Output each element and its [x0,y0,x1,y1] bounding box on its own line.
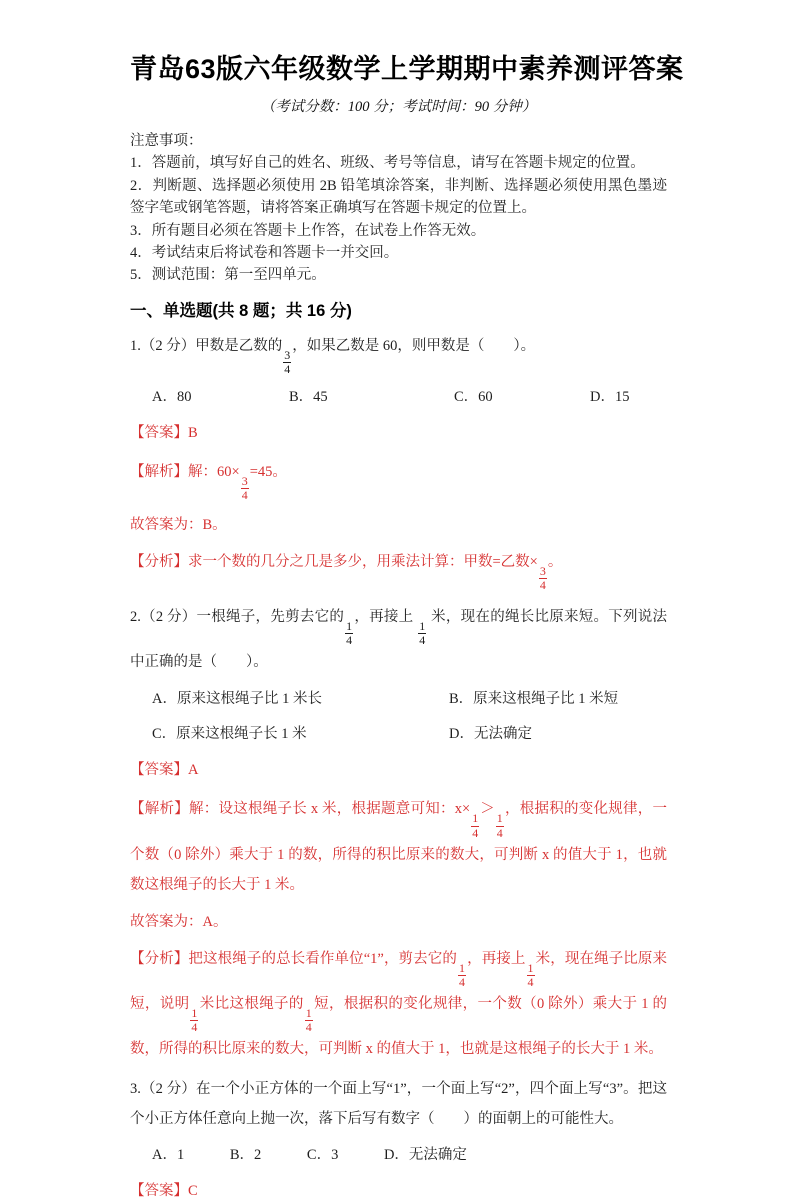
fraction: $\frac{3}{4}$ [241,474,248,503]
question-2-analysis: 【分析】把这根绳子的总长看作单位“1”，剪去它的 $\frac{1}{4}$ ，再接上 $\frac{1}{4}$ 米，现在绳子比原来短，说明 $\frac{1}{4}$ 米比这根绳子的 $\frac{1}{4}$ 短，根据积的变化规律，一个数（0 除外）乘大于 1 的数，所得的积比原来的数大，可判断 x 的值大于 1，也就是这根绳子的长大于 1 米。 [130,950,668,1058]
question-2 [130,602,667,1065]
question-1-explain: 【解析】解：60× $\frac{3}{4}$ =45。 [130,464,287,503]
option-d: D．无法确定 [449,726,532,743]
option-a: A．80 [152,389,192,406]
option-a: A．1 [152,1147,185,1164]
question-1 [130,331,667,592]
question-3 [130,1074,667,1203]
question-2-explain: 【解析】解：设这根绳子长 x 米，根据题意可知：x× $\frac{1}{4}$ ＞ $\frac{1}{4}$ ，根据积的变化规律，一个数（0 除外）乘大于 1 的数，所得的积比原来的数大，可判断 x 的值大于 1，也就数这根绳子的长大于 1 米。 [130,801,667,893]
section-heading: 一、单选题(共 8 题；共 16 分) [130,301,352,320]
fraction: $\frac{1}{4}$ [346,618,353,648]
notice-item: 3．所有题目必须在答题卡上作答，在试卷上作答无效。 [130,222,486,239]
fraction: $\frac{1}{4}$ [459,960,465,989]
page-title: 青岛63版六年级数学上学期期中素养测评答案 [130,54,684,84]
notice-heading: 注意事项： [130,133,203,149]
fraction: $\frac{1}{4}$ [496,811,503,840]
question-2-conclusion: 故答案为：A。 [130,913,228,930]
fraction: $\frac{1}{4}$ [305,1006,312,1035]
fraction: $\frac{3}{4}$ [284,347,291,377]
page-subtitle: （考试分数：100 分；考试时间：90 分钟） [260,99,537,115]
option-d: D．15 [590,389,630,406]
question-2-stem: 2.（2 分）一根绳子，先剪去它的 $\frac{1}{4}$ ，再接上 $\frac{1}{4}$ 米，现在的绳长比原来短。下列说法中正确的是（ ）。 [130,608,668,671]
option-c: C．原来这根绳子长 1 米 [152,726,307,743]
notice-item: 5．测试范围：第一至四单元。 [130,267,326,284]
option-b: B．原来这根绳子比 1 米短 [449,691,619,708]
question-2-options [130,687,667,746]
option-b: B．45 [289,389,328,406]
question-2-answer: 【答案】A [130,762,199,779]
question-3-answer: 【答案】C [130,1183,198,1200]
question-1-answer: 【答案】B [130,425,198,442]
fraction: $\frac{1}{4}$ [527,960,534,989]
question-3-stem: 3.（2 分）在一个小正方体的一个面上写“1”，一个面上写“2”，四个面上写“3”。把这个小正方体任意向上抛一次，落下后写有数字（ ）的面朝上的可能性大。 [130,1081,667,1128]
fraction: $\frac{1}{4}$ [191,1006,198,1035]
fraction: $\frac{1}{4}$ [472,811,479,840]
notice-section [130,130,667,287]
option-d: D．无法确定 [383,1147,467,1164]
question-3-options [130,1143,667,1167]
question-1-stem: 1.（2 分）甲数是乙数的 $\frac{3}{4}$ ，如果乙数是 60，则甲数是（ ）。 [130,337,536,377]
option-c: C．60 [454,389,493,406]
question-1-analysis: 【分析】求一个数的几分之几是多少，用乘法计算：甲数=乙数× $\frac{3}{4}$ 。 [130,553,563,592]
option-a: A．原来这根绳子比 1 米长 [152,691,322,708]
notice-item: 1．答题前，填写好自己的姓名、班级、考号等信息，请写在答题卡规定的位置。 [130,155,645,172]
option-c: C．3 [306,1147,339,1164]
option-b: B．2 [229,1147,262,1164]
fraction: $\frac{1}{4}$ [419,618,426,648]
notice-item: 4．考试结束后将试卷和答题卡一并交回。 [130,245,399,262]
question-1-options [130,385,667,409]
question-1-conclusion: 故答案为：B。 [130,516,227,533]
notice-item: 2．判断题、选择题必须使用 2B 铅笔填涂答案，非判断、选择题必须使用黑色墨迹签字笔或钢笔答题，请将答案正确填写在答题卡规定的位置上。 [130,177,667,217]
fraction: $\frac{3}{4}$ [539,563,546,592]
